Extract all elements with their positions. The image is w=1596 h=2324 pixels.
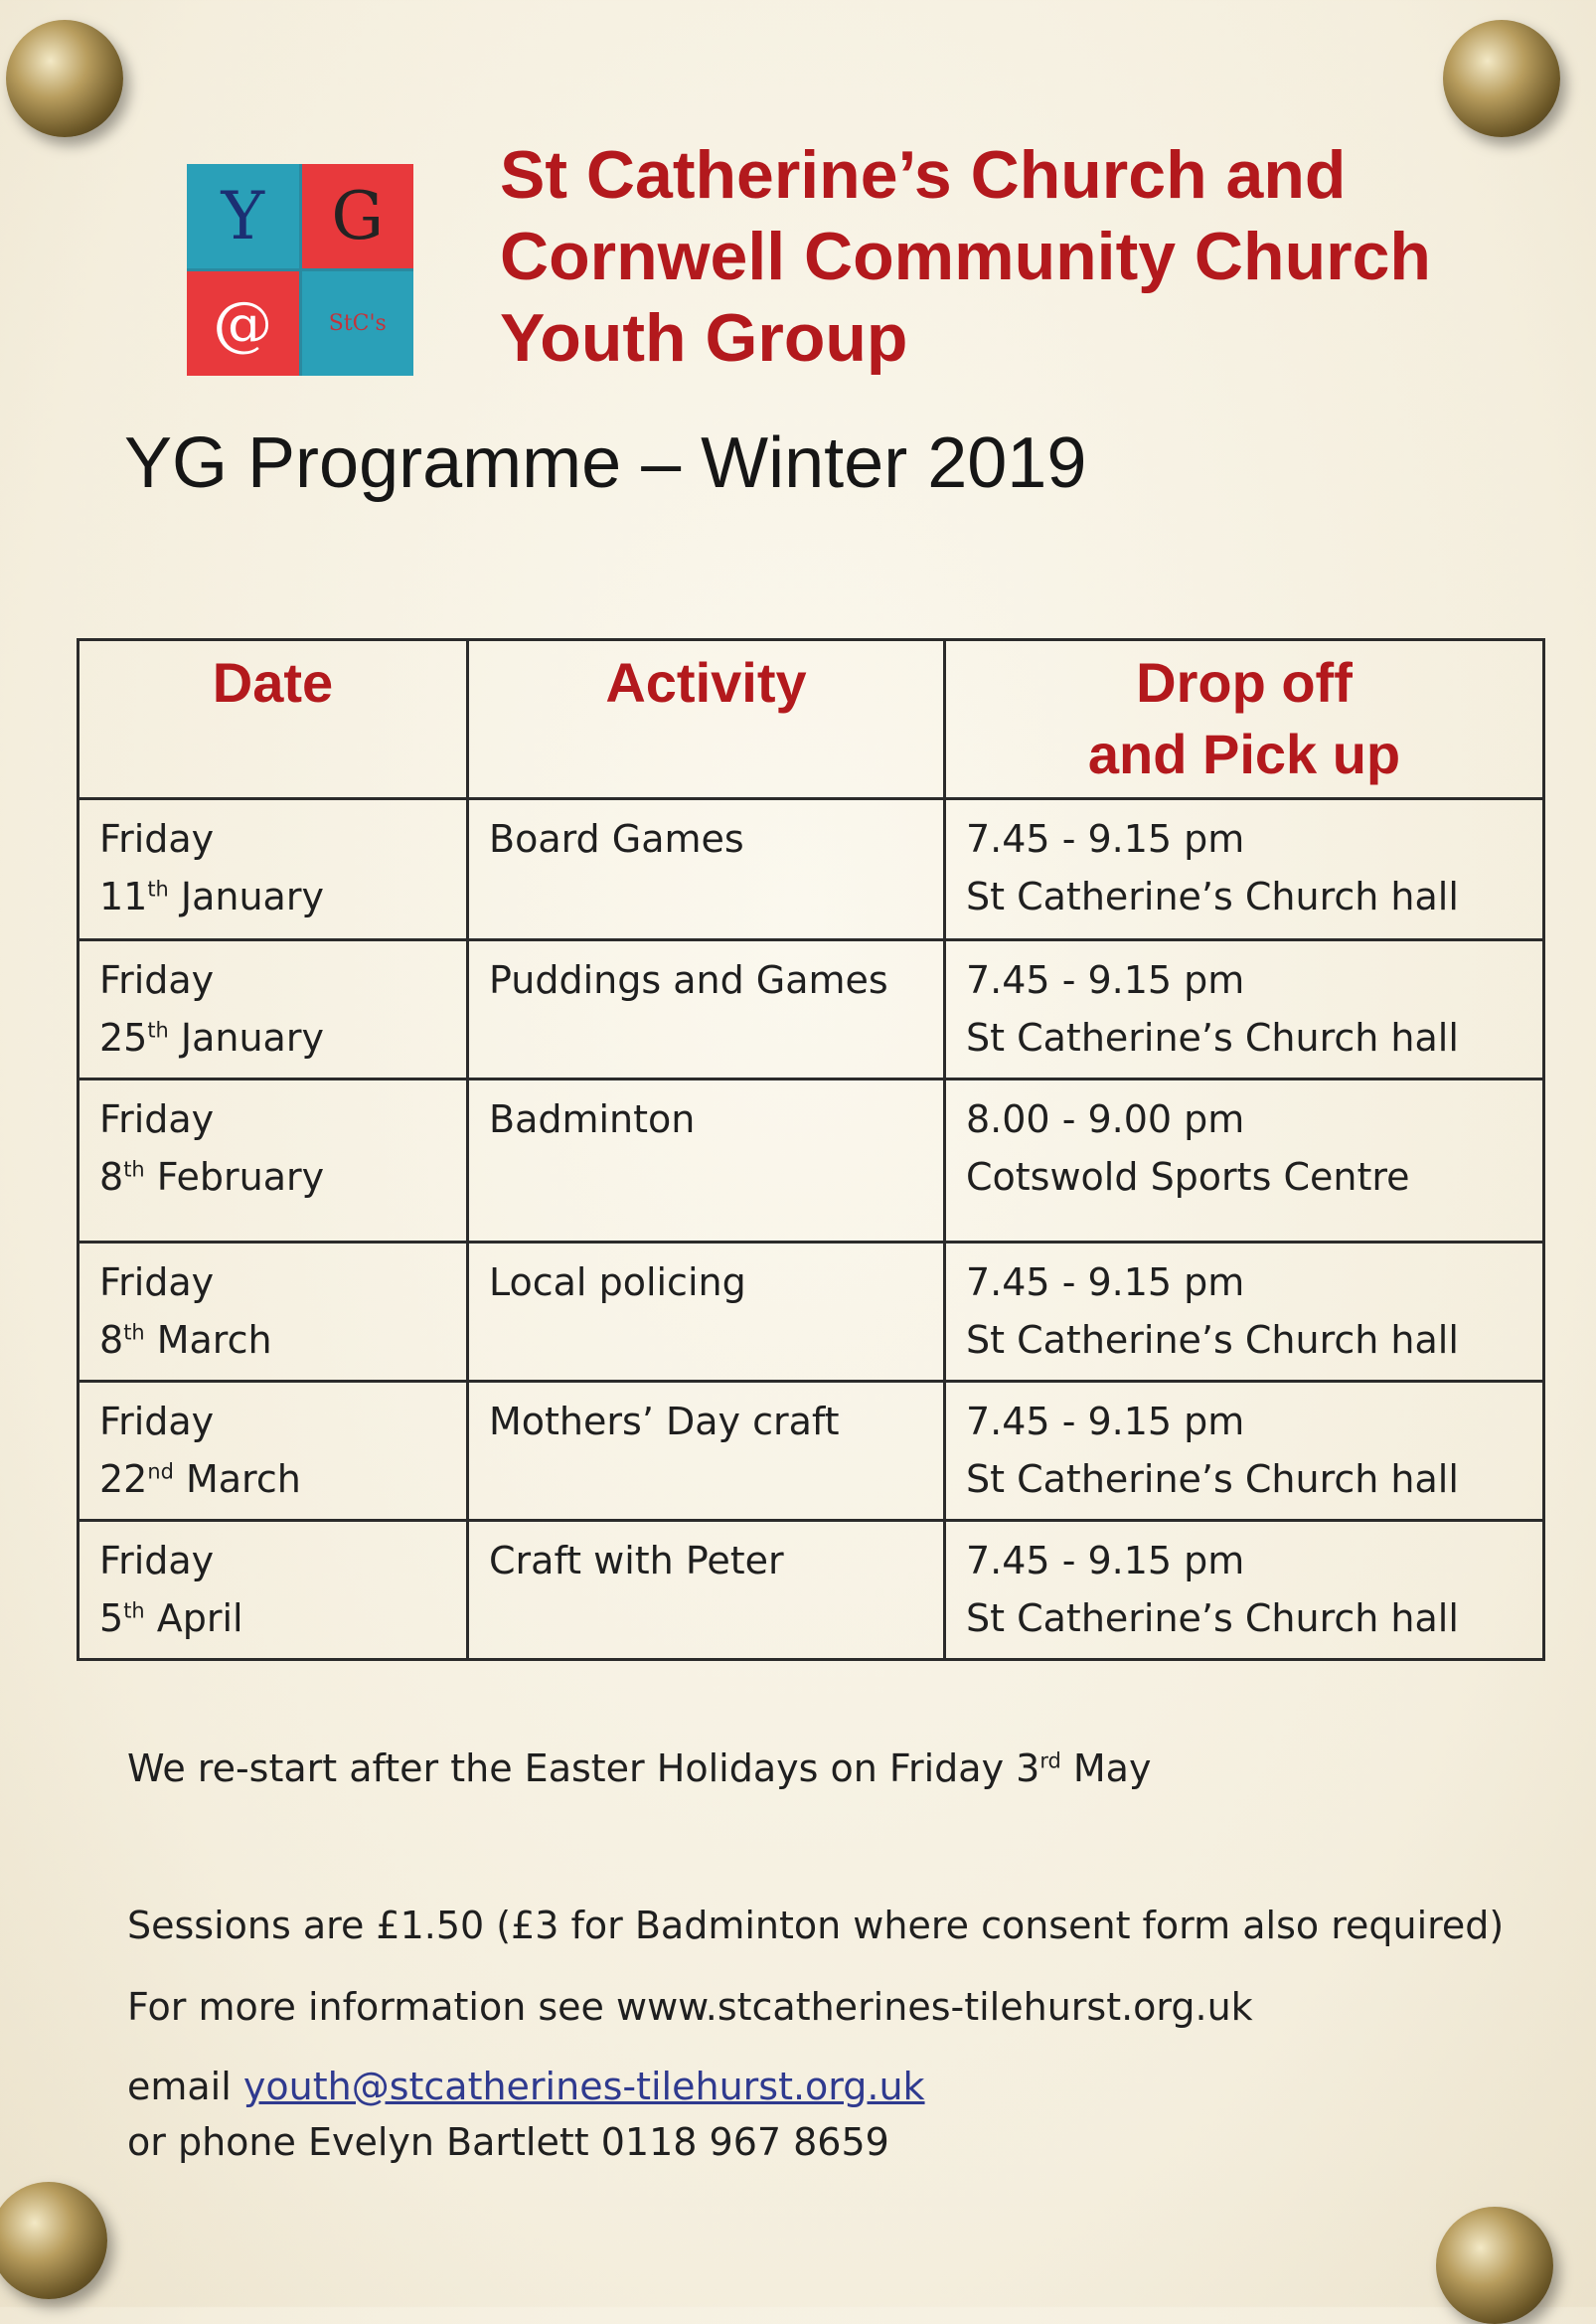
time-text: 7.45 - 9.15 pm	[966, 817, 1245, 861]
month-text: January	[180, 875, 324, 918]
day-text: Friday	[99, 1260, 215, 1304]
phone-note: or phone Evelyn Bartlett 0118 967 8659	[127, 2120, 889, 2164]
date-number: 8	[99, 1318, 124, 1362]
date-number: 5	[99, 1596, 124, 1640]
place-text: Cotswold Sports Centre	[966, 1155, 1410, 1199]
time-text: 7.45 - 9.15 pm	[966, 958, 1245, 1002]
month-text: April	[156, 1596, 243, 1640]
date-cell	[79, 1243, 468, 1382]
time-text: 8.00 - 9.00 pm	[966, 1097, 1245, 1141]
table-row	[79, 1243, 1544, 1382]
place-text: St Catherine’s Church hall	[966, 1457, 1459, 1501]
time-text: 7.45 - 9.15 pm	[966, 1539, 1245, 1582]
brass-pin-top-left	[6, 20, 123, 137]
place-text: St Catherine’s Church hall	[966, 1016, 1459, 1060]
day-text: Friday	[99, 1539, 215, 1582]
table-row	[79, 940, 1544, 1079]
day-text: Friday	[99, 958, 215, 1002]
logo-stcs: StC's	[302, 271, 414, 376]
date-number: 22	[99, 1457, 148, 1501]
programme-table	[77, 638, 1545, 1661]
header-activity: Activity	[468, 640, 945, 799]
brass-pin-bottom-left	[0, 2182, 107, 2299]
day-text: Friday	[99, 817, 215, 861]
table-row	[79, 799, 1544, 940]
month-text: March	[156, 1318, 272, 1362]
drop-off-cell	[945, 1382, 1544, 1521]
activity-cell: Mothers’ Day craft	[468, 1382, 945, 1521]
day-text: Friday	[99, 1097, 215, 1141]
place-text: St Catherine’s Church hall	[966, 1318, 1459, 1362]
drop-off-cell	[945, 1521, 1544, 1660]
restart-text: We re-start after the Easter Holidays on Friday 3	[127, 1746, 1040, 1790]
heading-line-2: Cornwell Community Church	[500, 219, 1431, 294]
yg-logo	[187, 164, 413, 376]
date-number: 11	[99, 875, 148, 918]
header-date: Date	[79, 640, 468, 799]
activity-cell: Craft with Peter	[468, 1521, 945, 1660]
date-suffix: th	[123, 1320, 145, 1345]
drop-off-cell	[945, 1079, 1544, 1243]
heading-line-1: St Catherine’s Church and	[500, 137, 1347, 213]
email-label: email	[127, 2065, 232, 2108]
table-row	[79, 1382, 1544, 1521]
date-cell	[79, 1521, 468, 1660]
restart-suffix: rd	[1039, 1748, 1061, 1773]
restart-note	[127, 1740, 1151, 1797]
activity-cell: Local policing	[468, 1243, 945, 1382]
activity-cell: Puddings and Games	[468, 940, 945, 1079]
date-suffix: nd	[147, 1459, 174, 1484]
drop-off-cell	[945, 799, 1544, 940]
date-cell	[79, 1079, 468, 1243]
heading-line-3: Youth Group	[500, 300, 908, 376]
logo-at: @	[187, 271, 299, 376]
table-row	[79, 1079, 1544, 1243]
date-suffix: th	[123, 1598, 145, 1623]
date-suffix: th	[147, 877, 169, 902]
place-text: St Catherine’s Church hall	[966, 1596, 1459, 1640]
date-cell	[79, 940, 468, 1079]
info-note: For more information see www.stcatherines-tilehurst.org.uk	[127, 1985, 1253, 2029]
drop-off-cell	[945, 1243, 1544, 1382]
brass-pin-top-right	[1443, 20, 1560, 137]
date-number: 25	[99, 1016, 148, 1060]
header-drop-line-2: and Pick up	[1087, 723, 1401, 785]
restart-month: May	[1072, 1746, 1152, 1790]
drop-off-cell	[945, 940, 1544, 1079]
activity-cell: Board Games	[468, 799, 945, 940]
date-suffix: th	[147, 1018, 169, 1043]
table-row	[79, 1521, 1544, 1660]
date-number: 8	[99, 1155, 124, 1199]
table-header-row	[79, 640, 1544, 799]
logo-g: G	[302, 164, 414, 268]
date-cell	[79, 1382, 468, 1521]
header-drop-off	[945, 640, 1544, 799]
month-text: February	[156, 1155, 325, 1199]
programme-title: YG Programme – Winter 2019	[124, 423, 1087, 503]
date-suffix: th	[123, 1157, 145, 1182]
email-line	[127, 2058, 925, 2115]
church-heading	[500, 134, 1431, 379]
month-text: January	[180, 1016, 324, 1060]
logo-y: Y	[187, 164, 299, 268]
time-text: 7.45 - 9.15 pm	[966, 1260, 1245, 1304]
email-link[interactable]: youth@stcatherines-tilehurst.org.uk	[242, 2065, 925, 2108]
header-drop-line-1: Drop off	[1136, 651, 1353, 714]
activity-cell: Badminton	[468, 1079, 945, 1243]
date-cell	[79, 799, 468, 940]
time-text: 7.45 - 9.15 pm	[966, 1400, 1245, 1443]
month-text: March	[185, 1457, 301, 1501]
sessions-note: Sessions are £1.50 (£3 for Badminton where consent form also required)	[127, 1904, 1505, 1947]
brass-pin-bottom-right	[1436, 2207, 1553, 2324]
place-text: St Catherine’s Church hall	[966, 875, 1459, 918]
day-text: Friday	[99, 1400, 215, 1443]
